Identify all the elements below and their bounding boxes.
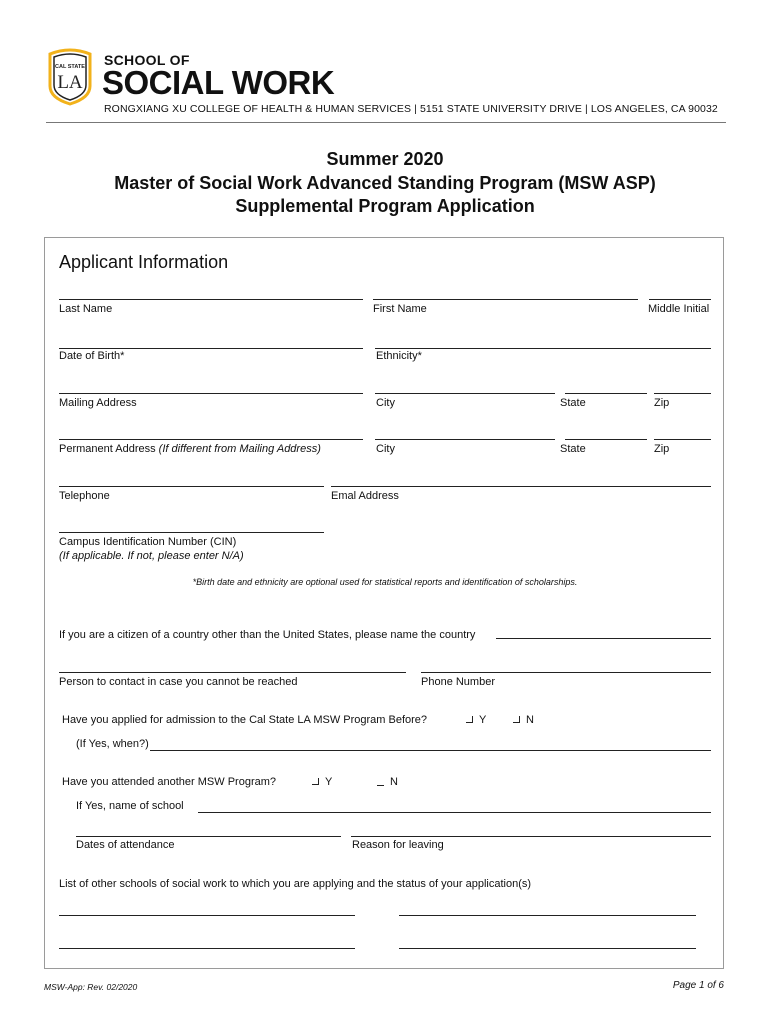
permanent-zip-label: Zip (654, 443, 670, 455)
applied-when-label: (If Yes, when?) (76, 738, 149, 750)
attended-no-label: N (390, 776, 398, 788)
mailing-city-label: City (376, 397, 395, 409)
reason-leaving-label: Reason for leaving (352, 839, 444, 851)
permanent-state-label: State (560, 443, 586, 455)
attended-no-checkbox[interactable] (377, 785, 384, 786)
badge-main-text: LA (57, 72, 83, 93)
applied-before-question: Have you applied for admission to the Cal State LA MSW Program Before? (62, 714, 428, 726)
applied-yes-checkbox[interactable] (466, 716, 473, 723)
permanent-address-field[interactable] (59, 439, 363, 440)
other-school-field-2[interactable] (59, 948, 355, 949)
logo-school-of: SCHOOL OF (104, 52, 190, 68)
mailing-address-label: Mailing Address (59, 397, 137, 409)
permanent-city-label: City (376, 443, 395, 455)
title-application: Supplemental Program Application (235, 196, 535, 216)
title-program: Master of Social Work Advanced Standing Program (MSW ASP) (114, 173, 656, 193)
dates-attendance-field[interactable] (76, 836, 341, 837)
dob-label: Date of Birth* (59, 350, 125, 362)
contact-person-label: Person to contact in case you cannot be reached (59, 676, 298, 688)
applied-yes-label: Y (479, 714, 487, 726)
form-frame (44, 237, 724, 969)
ethnicity-label: Ethnicity* (376, 350, 422, 362)
dob-field[interactable] (59, 348, 363, 349)
other-school-status-field-1[interactable] (399, 915, 696, 916)
first-name-field[interactable] (373, 299, 638, 300)
contact-phone-field[interactable] (421, 672, 711, 673)
ethnicity-field[interactable] (375, 348, 711, 349)
country-field[interactable] (496, 638, 711, 639)
dates-attendance-label: Dates of attendance (76, 839, 175, 851)
page-number: Page 1 of 6 (672, 980, 724, 991)
applied-no-checkbox[interactable] (513, 716, 520, 723)
header-address: RONGXIANG XU COLLEGE OF HEALTH & HUMAN SERVICES | 5151 STATE UNIVERSITY DRIVE | LOS ANGELES, CA 90032 (104, 103, 718, 115)
cin-label: Campus Identification Number (CIN) (59, 536, 237, 548)
section-heading: Applicant Information (59, 252, 229, 272)
applied-when-field[interactable] (150, 750, 711, 751)
header-divider (46, 122, 726, 123)
first-name-label: First Name (373, 303, 427, 315)
other-schools-question: List of other schools of social work to which you are applying and the status of your application(s) (59, 878, 532, 890)
title-term: Summer 2020 (326, 149, 444, 169)
contact-phone-label: Phone Number (421, 676, 495, 688)
other-school-status-field-2[interactable] (399, 948, 696, 949)
attended-yes-label: Y (325, 776, 333, 788)
reason-leaving-field[interactable] (351, 836, 711, 837)
telephone-field[interactable] (59, 486, 324, 487)
middle-initial-field[interactable] (649, 299, 711, 300)
permanent-zip-field[interactable] (654, 439, 711, 440)
school-name-field[interactable] (198, 812, 711, 813)
mailing-state-label: State (560, 397, 586, 409)
permanent-address-note: (If different from Mailing Address) (158, 443, 321, 455)
contact-person-field[interactable] (59, 672, 406, 673)
attended-yes-checkbox[interactable] (312, 778, 319, 785)
email-label: Emal Address (331, 490, 399, 502)
mailing-city-field[interactable] (375, 393, 555, 394)
permanent-city-field[interactable] (375, 439, 555, 440)
other-school-field-1[interactable] (59, 915, 355, 916)
mailing-zip-field[interactable] (654, 393, 711, 394)
cin-note: (If applicable. If not, please enter N/A) (59, 550, 244, 562)
middle-initial-label: Middle Initial (648, 303, 710, 315)
logo-social-work: SOCIAL WORK (102, 64, 335, 101)
badge-top-text: CAL STATE (55, 64, 85, 70)
permanent-address-label: Permanent Address (If different from Mailing Address) (59, 443, 321, 455)
citizen-question: If you are a citizen of a country other than the United States, please name the country (59, 629, 476, 641)
attended-question: Have you attended another MSW Program? (62, 776, 277, 788)
telephone-label: Telephone (59, 490, 110, 502)
last-name-label: Last Name (59, 303, 113, 315)
last-name-field[interactable] (59, 299, 363, 300)
mailing-address-field[interactable] (59, 393, 363, 394)
statistical-note: *Birth date and ethnicity are optional used for statistical reports and identification of scholarships. (192, 577, 578, 587)
email-field[interactable] (331, 486, 711, 487)
cin-field[interactable] (59, 532, 324, 533)
applied-no-label: N (526, 714, 534, 726)
mailing-state-field[interactable] (565, 393, 647, 394)
permanent-state-field[interactable] (565, 439, 647, 440)
school-name-label: If Yes, name of school (76, 800, 184, 812)
revision-label: MSW-App: Rev. 02/2020 (44, 982, 138, 992)
cal-state-la-logo (46, 46, 94, 106)
mailing-zip-label: Zip (654, 397, 670, 409)
